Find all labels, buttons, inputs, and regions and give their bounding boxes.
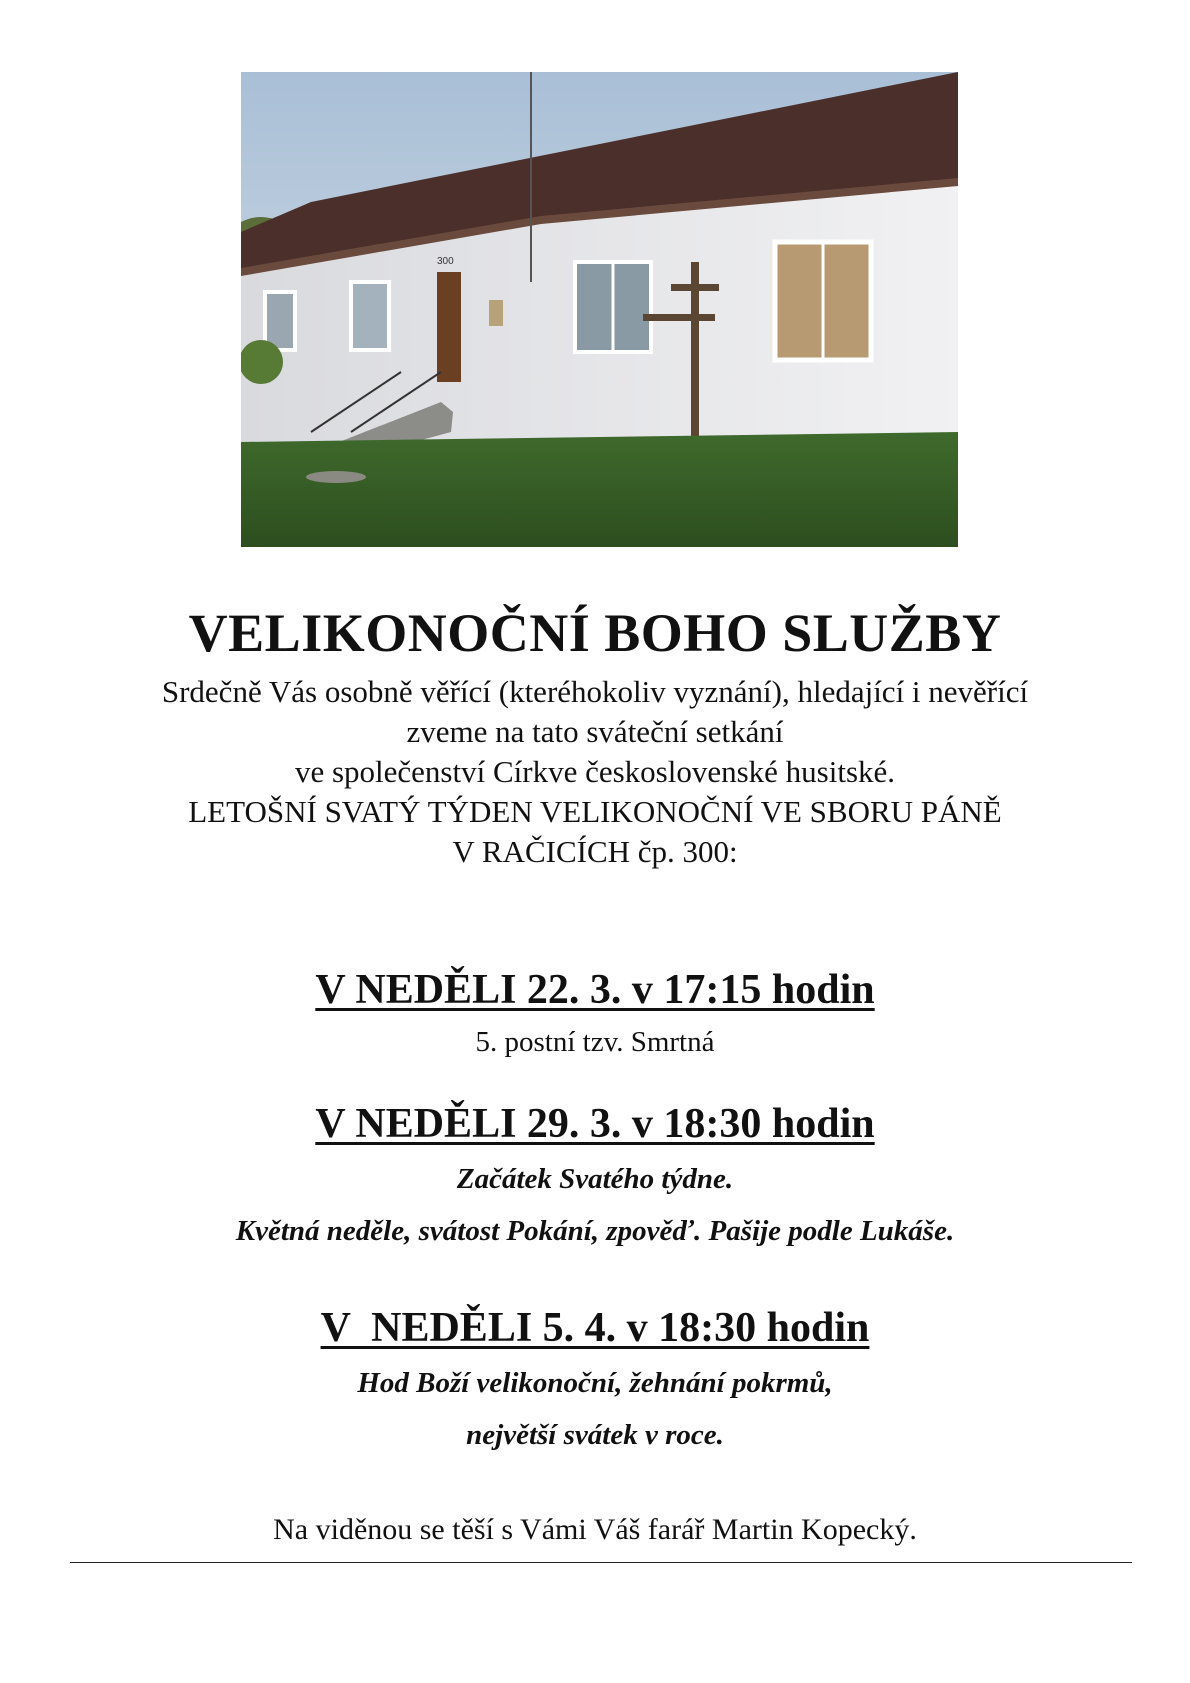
event-palm-sunday-minus-one [0, 964, 1190, 1062]
closing-signature: Na viděnou se těší s Vámi Váš farář Martin Kopecký. [273, 1513, 917, 1546]
event-palm-sunday [0, 1098, 1190, 1254]
event-description: Hod Boží velikonoční, žehnání pokrmů, [357, 1367, 833, 1399]
intro-line: ve společenství Církve československé husitské. [294, 754, 896, 789]
event-description: Květná neděle, svátost Pokání, zpověď. Pašije podle Lukáše. [235, 1215, 955, 1247]
event-heading: V NEDĚLI 5. 4. v 18:30 hodin [320, 1305, 870, 1351]
intro-line: zveme na tato sváteční setkání [406, 714, 784, 749]
divider [70, 1562, 1132, 1563]
intro-line: V RAČICÍCH čp. 300: [452, 834, 738, 869]
house-number: 300 [437, 256, 454, 267]
event-easter-sunday [0, 1302, 1190, 1458]
page-title: VELIKONOČNÍ BOHO SLUŽBY [188, 603, 1002, 663]
event-heading: V NEDĚLI 22. 3. v 17:15 hodin [315, 967, 875, 1013]
event-description: největší svátek v roce. [466, 1419, 724, 1451]
event-heading: V NEDĚLI 29. 3. v 18:30 hodin [315, 1101, 875, 1147]
intro-text [0, 672, 1190, 872]
intro-line: LETOŠNÍ SVATÝ TÝDEN VELIKONOČNÍ VE SBORU PÁNĚ [188, 794, 1002, 829]
intro-line: Srdečně Vás osobně věřící (kteréhokoliv vyznání), hledající i nevěřící [161, 674, 1029, 709]
event-description: 5. postní tzv. Smrtná [475, 1026, 715, 1058]
event-description: Začátek Svatého týdne. [456, 1163, 734, 1195]
church-building-photo [241, 72, 958, 547]
